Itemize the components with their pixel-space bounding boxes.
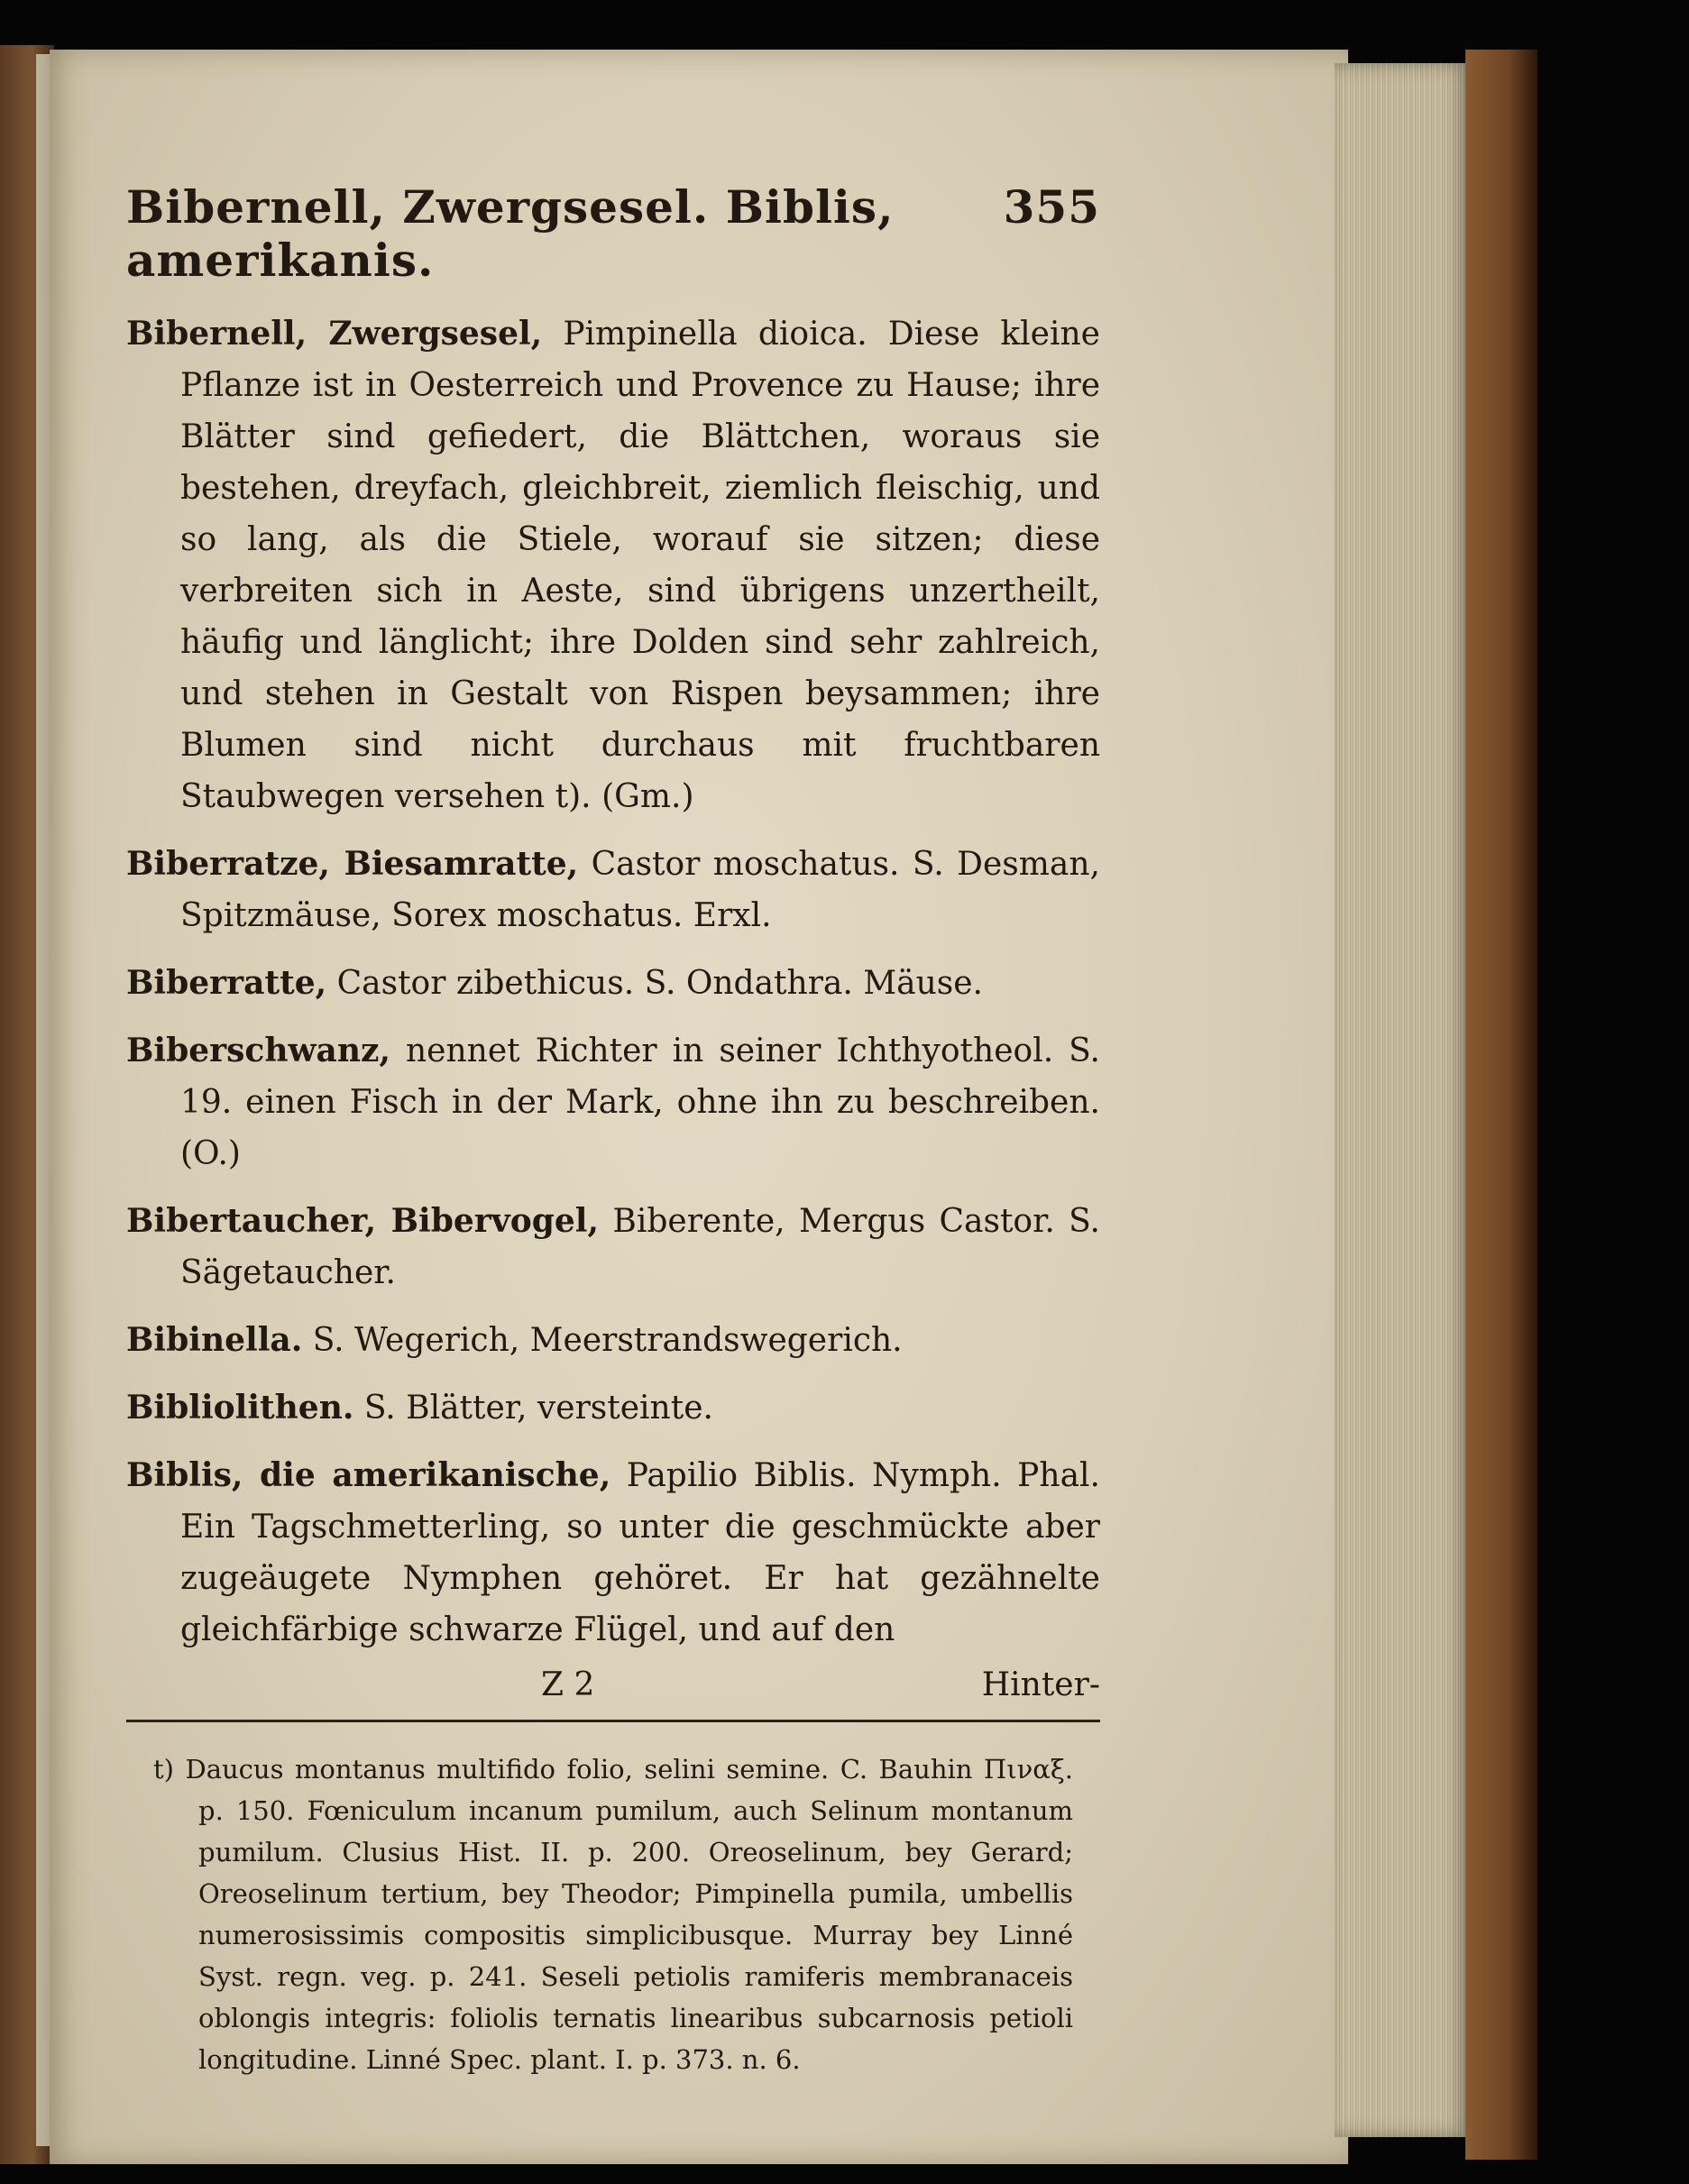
- entry-body: nennet Richter in seiner Ichthyotheol. S. 19. einen Fisch in der Mark, ohne ihn zu beschreiben. (O.): [180, 1032, 1100, 1172]
- entry-body: Pimpinella dioica. Diese kleine Pflanze ist in Oesterreich und Provence zu Hause; ihre Blätter sind gefiedert, die Blättchen, woraus sie bestehen, dreyfach, gleichbreit, ziemlich fleischig, und so lang, als die Stiele, worauf sie sitzen; diese verbreiten sich in Aeste, sind übrigens unzertheilt, häufig und länglicht; ihre Dolden sind sehr zahlreich, und stehen in Gestalt von Rispen beysammen; ihre Blumen sind nicht durchaus mit fruchtbaren Staubwegen versehen t). (Gm.): [180, 316, 1100, 815]
- signature-mark: Z 2: [541, 1666, 595, 1703]
- entry-head: Bibliolithen.: [126, 1389, 354, 1427]
- entry-body: Biberente, Mergus Castor. S. Sägetaucher.: [180, 1203, 1100, 1291]
- entry-bibernell: [126, 308, 1100, 822]
- entry-head: Bibertaucher, Bibervogel,: [126, 1202, 599, 1240]
- catchword: Hinter-: [981, 1666, 1100, 1703]
- entry-head: Bibinella.: [126, 1321, 303, 1359]
- entry-head: Biberratte,: [126, 964, 327, 1002]
- entry-body: S. Blätter, versteinte.: [363, 1390, 713, 1427]
- entry-biberschwanz: [126, 1025, 1100, 1179]
- footnote-rule: [126, 1720, 1100, 1722]
- page-text-block: [126, 180, 1100, 2106]
- entry-body: S. Wegerich, Meerstrandswegerich.: [312, 1322, 903, 1359]
- entry-head: Bibernell, Zwergsesel,: [126, 315, 543, 353]
- entry-body: Castor moschatus. S. Desman, Spitzmäuse, Sorex moschatus. Erxl.: [180, 846, 1100, 934]
- entry-head: Biberschwanz,: [126, 1032, 390, 1069]
- entry-biblis: [126, 1450, 1100, 1656]
- entry-biberratte: [126, 958, 1100, 1009]
- entry-body: Papilio Biblis. Nymph. Phal. Ein Tagschmetterling, so unter die geschmückte aber zugeäugete Nymphen gehöret. Er hat gezähnelte gleichfärbige schwarze Flügel, und auf den: [180, 1457, 1100, 1648]
- running-head: [126, 180, 1100, 287]
- entry-bibinella: [126, 1315, 1100, 1366]
- entry-body: Castor zibethicus. S. Ondathra. Mäuse.: [336, 965, 983, 1002]
- page-number: 355: [1003, 180, 1100, 234]
- entry-biberratze: [126, 839, 1100, 941]
- signature-line: [126, 1666, 1100, 1703]
- footnote: t) Daucus montanus multifido folio, selini semine. C. Bauhin Πιναξ. p. 150. Fœniculum incanum pumilum, auch Selinum montanum pumilum. Clusius Hist. II. p. 200. Oreoselinum, bey Gerard; Oreoselinum tertium, bey Theodor; Pimpinella pumila, umbellis numerosissimis compositis simplicibusque. Murray bey Linné Syst. regn. veg. p. 241. Seseli petiolis ramiferis membranaceis oblongis integris: foliolis ternatis linearibus subcarnosis petioli longitudine. Linné Spec. plant. I. p. 373. n. 6.: [153, 1754, 1073, 2075]
- entry-bibertaucher: [126, 1196, 1100, 1298]
- entry-bibliolithen: [126, 1382, 1100, 1434]
- entry-head: Biblis, die amerikanische,: [126, 1456, 611, 1494]
- page-stack-edge: [1335, 63, 1470, 2137]
- entry-head: Biberratze, Biesamratte,: [126, 845, 579, 883]
- running-head-title: Bibernell, Zwergsesel. Biblis, amerikanis.: [126, 180, 895, 287]
- book-cover-right: [1465, 50, 1538, 2160]
